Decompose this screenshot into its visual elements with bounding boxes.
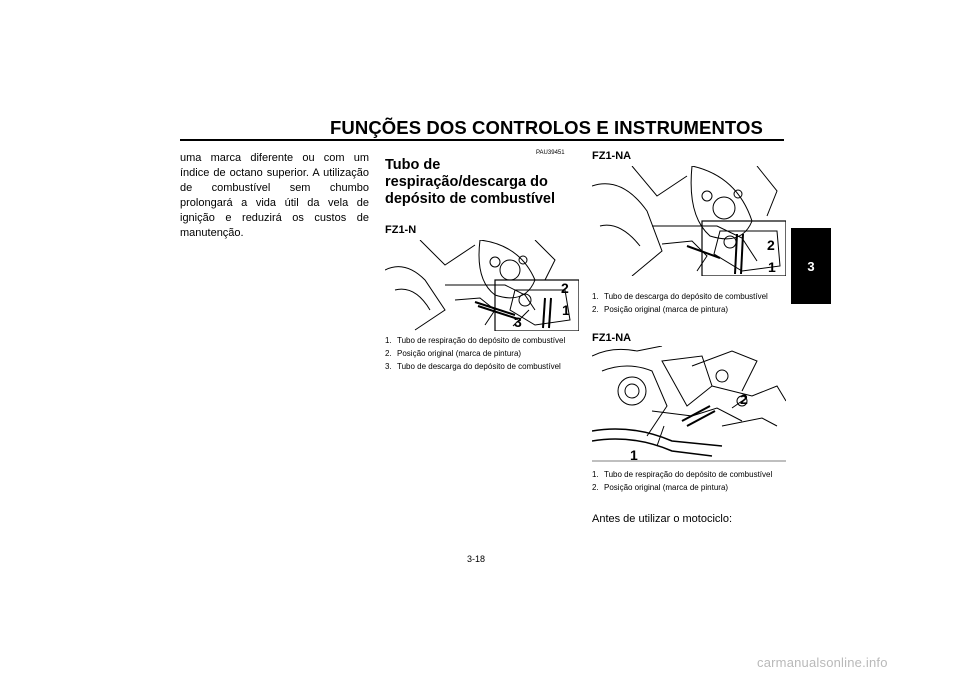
figure1-callout-3: 3 [514,314,522,330]
left-column-text: uma marca diferente ou com um índice de octano superior. A utilização de combustível sem chumbo prolongará a vida útil da vela de ignição e reduzirá os custos de manutenção. [180,152,369,239]
figure2-caption-2: 2. Posição original (marca de pintura) [592,305,729,314]
figure1-callout-2: 2 [561,280,569,296]
figure3-caption-2: 2. Posição original (marca de pintura) [592,483,729,492]
figure2-drawing [592,166,786,276]
figure3-drawing [592,346,786,464]
figure2-captions [592,292,786,318]
figure1-caption-3: 3. Tubo de descarga do depósito de combustível [385,362,561,371]
figure1-drawing [385,240,579,331]
chapter-tab[interactable]: 3 [791,228,831,304]
figure2-label: FZ1-NA [592,150,632,162]
figure1-callout-1: 1 [562,302,570,318]
figure3-label: FZ1-NA [592,332,632,344]
figure2-illustration [592,166,786,276]
figure2-callout-1: 1 [768,259,776,275]
figure1-caption-1: 1. Tubo de respiração do depósito de combustível [385,336,566,345]
figure1-caption-2: 2. Posição original (marca de pintura) [385,349,522,358]
header-rule [180,139,784,141]
figure3-caption-1: 1. Tubo de respiração do depósito de combustível [592,470,773,479]
figure2-caption-1: 1. Tubo de descarga do depósito de combustível [592,292,768,301]
figure1-label: FZ1-N [385,224,417,236]
final-text: Antes de utilizar o motociclo: [592,513,733,525]
section-heading: Tubo de respiração/descarga do depósito de combustível [385,157,555,207]
figure3-callout-2: 2 [740,391,748,407]
page-number: 3-18 [467,554,486,564]
figure3-illustration [592,346,786,464]
figure3-callout-1: 1 [630,447,638,463]
section-code: PAU39451 [536,150,565,156]
figure1-illustration [385,240,579,331]
watermark-text[interactable]: carmanualsonline.info [757,655,888,670]
figure1-captions [385,336,579,375]
figure2-callout-2: 2 [767,237,775,253]
figure3-captions [592,470,786,496]
page-header-title: FUNÇÕES DOS CONTROLOS E INSTRUMENTOS [330,117,763,138]
